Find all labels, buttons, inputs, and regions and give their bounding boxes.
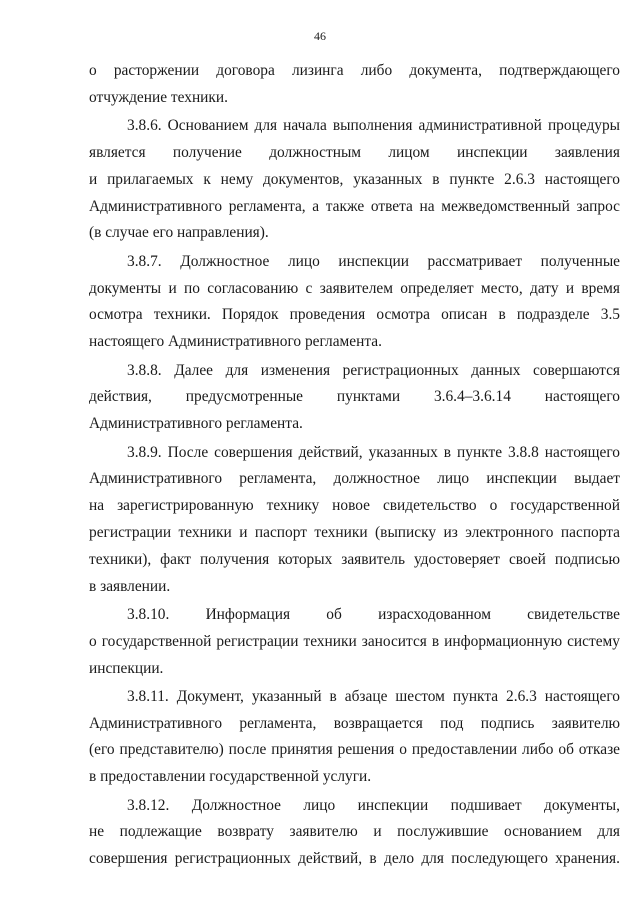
paragraph-line: 3.8.12. Должностное лицо инспекции подшивает документы, — [127, 796, 620, 814]
paragraph-line: техники), факт получения которых заявитель удостоверяет своей подписью — [89, 550, 620, 568]
paragraph-line: 3.8.11. Документ, указанный в абзаце шестом пункта 2.6.3 настоящего — [127, 687, 620, 705]
paragraph-line: осмотра техники. Порядок проведения осмотра описан в подразделе 3.5 — [89, 306, 620, 324]
paragraph — [89, 440, 620, 601]
paragraph-line: 3.8.7. Должностное лицо инспекции рассматривает полученные — [127, 252, 620, 270]
paragraph-line: инспекции. — [89, 659, 164, 677]
paragraph-line: (его представителю) после принятия решения о предоставлении либо об отказе — [89, 741, 620, 759]
paragraph-line: на зарегистрированную технику новое свидетельство о государственной — [89, 497, 620, 515]
paragraph — [89, 249, 620, 356]
paragraph-line: Административного регламента, возвращается под подпись заявителю — [89, 714, 620, 732]
paragraph-line: 3.8.9. После совершения действий, указанных в пункте 3.8.8 настоящего — [127, 443, 620, 461]
paragraph — [89, 113, 620, 247]
paragraph-line: действия, предусмотренные пунктами 3.6.4–3.6.14 настоящего — [89, 388, 620, 406]
paragraph-line: Административного регламента, а также ответа на межведомственный запрос — [89, 197, 620, 215]
paragraph-line: документы и по согласованию с заявителем определяет место, дату и время — [89, 279, 620, 297]
paragraph-line: 3.8.6. Основанием для начала выполнения административной процедуры — [127, 117, 620, 135]
paragraph-line: Административного регламента. — [89, 415, 303, 433]
paragraph — [89, 602, 620, 682]
paragraph-line: 3.8.8. Далее для изменения регистрационных данных совершаются — [127, 361, 620, 379]
paragraph-line: в заявлении. — [89, 577, 171, 595]
paragraph — [89, 793, 620, 873]
document-body — [89, 58, 620, 875]
paragraph-line: 3.8.10. Информация об израсходованном свидетельстве — [127, 605, 620, 623]
paragraph-line: о расторжении договора лизинга либо документа, подтверждающего — [89, 62, 620, 79]
page-number: 46 — [314, 29, 326, 43]
paragraph — [89, 358, 620, 438]
paragraph-line: о государственной регистрации техники заносится в информационную систему — [89, 632, 620, 650]
paragraph-line: регистрации техники и паспорт техники (выписку из электронного паспорта — [89, 523, 620, 541]
paragraph-line: в предоставлении государственной услуги. — [89, 768, 372, 786]
paragraph-line: является получение должностным лицом инспекции заявления — [89, 143, 620, 161]
paragraph-line: совершения регистрационных действий, в дело для последующего хранения. — [89, 850, 620, 868]
paragraph-line: и прилагаемых к нему документов, указанных в пункте 2.6.3 настоящего — [89, 170, 620, 188]
paragraph-line: (в случае его направления). — [89, 224, 269, 242]
paragraph-line: Административного регламента, должностное лицо инспекции выдает — [89, 470, 620, 488]
paragraph — [89, 684, 620, 791]
paragraph-line: отчуждение техники. — [89, 88, 228, 106]
paragraph-line: настоящего Административного регламента. — [89, 333, 382, 351]
paragraph — [89, 58, 620, 112]
paragraph-line: не подлежащие возврату заявителю и послужившие основанием для — [89, 823, 620, 841]
